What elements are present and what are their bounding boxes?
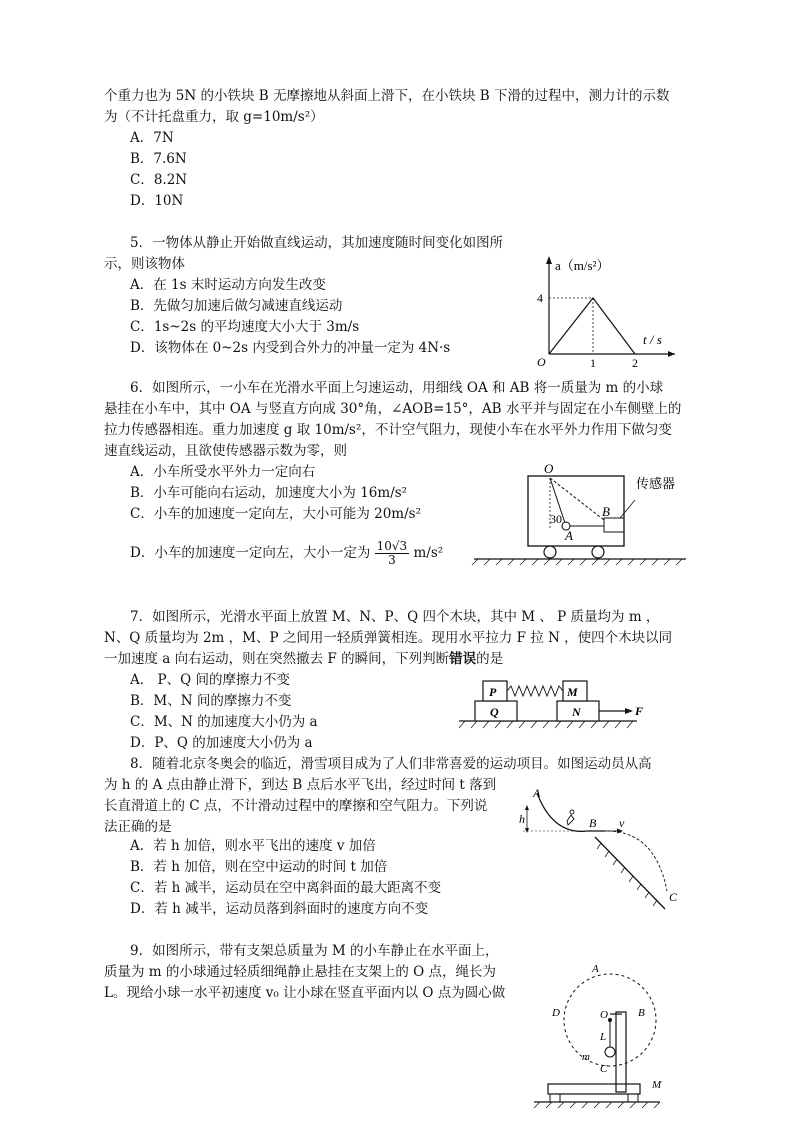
q9-mass-m: m — [582, 1051, 590, 1063]
q9-point-o: O — [600, 1009, 608, 1021]
q5-xtick-1: 1 — [590, 356, 596, 370]
q7-option-a: A． P、Q 间的摩擦力不变 — [130, 672, 290, 688]
q9-stem-line1: 9．如图所示，带有支架总质量为 M 的小车静止在水平面上， — [130, 943, 499, 959]
q7-stem-end: 的是 — [476, 651, 504, 667]
q7-force-f: F — [635, 704, 644, 718]
q9-stem-line3: L。现给小球一水平初速度 v₀ 让小球在竖直平面内以 O 点为圆心做 — [104, 985, 506, 1001]
q7-block-m: M — [567, 685, 578, 699]
q6-option-d — [130, 540, 443, 567]
q7-stem-line1: 7．如图所示，光滑水平面上放置 M、N、P、Q 四个木块，其中 M 、 P 质量均为 m ， — [130, 609, 660, 625]
q6-option-d-text: D．小车的加速度一定向左，大小一定为 — [130, 545, 371, 561]
q7-option-c: C．M、N 的加速度大小仍为 a — [130, 714, 318, 730]
q5-option-b: B．先做匀加速后做匀减速直线运动 — [130, 298, 343, 314]
q5-xtick-2: 2 — [632, 356, 638, 370]
q9-length-l: L — [600, 1031, 607, 1043]
q5-stem-line1: 5．一物体从静止开始做直线运动，其加速度随时间变化如图所 — [130, 235, 504, 251]
q7-stem-bold-word: 错误 — [449, 651, 477, 667]
q9-mass-big-m: M — [652, 1079, 662, 1091]
q9-point-c: C — [600, 1063, 608, 1075]
q7-stem-text: 一加速度 a 向右运动，则在突然撤去 F 的瞬间，下列判断 — [104, 651, 450, 667]
q8-velocity-v: v — [619, 816, 625, 830]
q9-point-b: B — [638, 1007, 645, 1019]
q7-option-b: B．M、N 间的摩擦力不变 — [130, 693, 292, 709]
q4-stem-line1: 个重力也为 5N 的小铁块 B 无摩擦地从斜面上滑下，在小铁块 B 下滑的过程中，测力计的示数 — [104, 88, 670, 104]
q6-option-d-fraction — [375, 540, 410, 567]
q7-option-d: D．P、Q 的加速度大小仍为 a — [130, 735, 313, 751]
q8-option-d: D．若 h 减半，运动员落到斜面时的速度方向不变 — [130, 901, 429, 917]
q7-block-q: Q — [490, 705, 499, 719]
q9-stem-line2: 质量为 m 的小球通过轻质细绳静止悬挂在支架上的 O 点，绳长为 — [104, 964, 497, 980]
q5-option-a: A．在 1s 末时运动方向发生改变 — [130, 277, 326, 293]
q6-point-o: O — [544, 461, 554, 476]
q8-point-c: C — [669, 890, 678, 904]
q6-fraction-numerator: 10√3 — [376, 539, 408, 553]
q7-blocks-figure — [455, 675, 645, 735]
q6-option-c: C．小车的加速度一定向左，大小可能为 20m/s² — [130, 506, 421, 522]
q6-point-b: B — [602, 504, 610, 519]
q6-point-a: A — [565, 528, 573, 543]
q8-option-a: A．若 h 加倍，则水平飞出的速度 v 加倍 — [130, 838, 376, 854]
q6-sensor-label: 传感器 — [636, 476, 676, 491]
q8-stem-line3: 长直滑道上的 C 点，不计滑动过程中的摩擦和空气阻力。下列说 — [104, 798, 488, 814]
q8-height-h: h — [519, 812, 525, 826]
q4-option-d: D．10N — [130, 193, 184, 209]
q8-option-c: C．若 h 减半，运动员在空中离斜面的最大距离不变 — [130, 880, 442, 896]
q6-stem-line4: 速直线运动，且欲使传感器示数为零，则 — [104, 443, 347, 459]
q8-point-b: B — [589, 816, 597, 830]
q5-ytick-4: 4 — [537, 291, 543, 305]
q8-point-a: A — [533, 786, 541, 800]
q9-point-d: D — [552, 1007, 560, 1019]
q5-origin-label: O — [537, 355, 546, 369]
q4-option-c: C．8.2N — [130, 172, 188, 188]
q5-xlabel: t / s — [643, 332, 662, 347]
q6-stem-line1: 6．如图所示，一小车在光滑水平面上匀速运动，用细线 OA 和 AB 将一质量为 m 的小球 — [130, 380, 664, 396]
q5-stem-line2: 示，则该物体 — [104, 256, 185, 272]
q9-pendium-cart-figure — [520, 960, 700, 1110]
q6-fraction-denominator: 3 — [388, 553, 396, 567]
q4-option-b: B．7.6N — [130, 151, 187, 167]
q6-stem-line3: 拉力传感器相连。重力加速度 g 取 10m/s²，不计空气阻力，现使小车在水平外力作用下做匀变 — [104, 422, 672, 438]
q6-angle-label: 30 — [550, 512, 562, 526]
q5-option-d: D．该物体在 0~2s 内受到合外力的冲量一定为 4N·s — [130, 340, 451, 356]
q8-option-b: B．若 h 加倍，则在空中运动的时间 t 加倍 — [130, 859, 388, 875]
q5-option-c: C．1s~2s 的平均速度大小大于 3m/s — [130, 319, 360, 335]
q6-stem-line2: 悬挂在小车中，其中 OA 与竖直方向成 30°角，∠AOB=15°，AB 水平并与固定在小车侧壁上的 — [104, 401, 682, 417]
q6-option-d-unit: m/s² — [413, 545, 444, 561]
q8-stem-line2: 为 h 的 A 点由静止滑下，到达 B 点后水平飞出，经过时间 t 落到 — [104, 777, 497, 793]
q7-block-n: N — [572, 705, 581, 719]
q4-stem-line2: 为（不计托盘重力，取 g=10m/s²） — [104, 109, 324, 125]
q7-block-p: P — [489, 685, 497, 699]
q6-option-a: A．小车所受水平外力一定向右 — [130, 464, 316, 480]
q5-acceleration-graph — [525, 250, 685, 370]
q4-option-a: A．7N — [130, 130, 174, 146]
q6-option-b: B．小车可能向右运动，加速度大小为 16m/s² — [130, 485, 408, 501]
q8-stem-line1: 8．随着北京冬奥会的临近，滑雪项目成为了人们非常喜爱的运动项目。如图运动员从高 — [130, 756, 652, 772]
q6-cart-figure — [470, 460, 690, 570]
q7-stem-line2: N、Q 质量均为 2m ，M、P 之间用一轻质弹簧相连。现用水平拉力 F 拉 N ，使四个木块以同 — [104, 630, 673, 646]
q8-stem-line4: 法正确的是 — [104, 819, 172, 835]
q7-stem-line3 — [104, 649, 503, 669]
q5-ylabel: a（m/s²） — [555, 258, 610, 273]
q9-point-a: A — [592, 963, 599, 975]
q8-ski-slope-figure — [515, 785, 685, 917]
